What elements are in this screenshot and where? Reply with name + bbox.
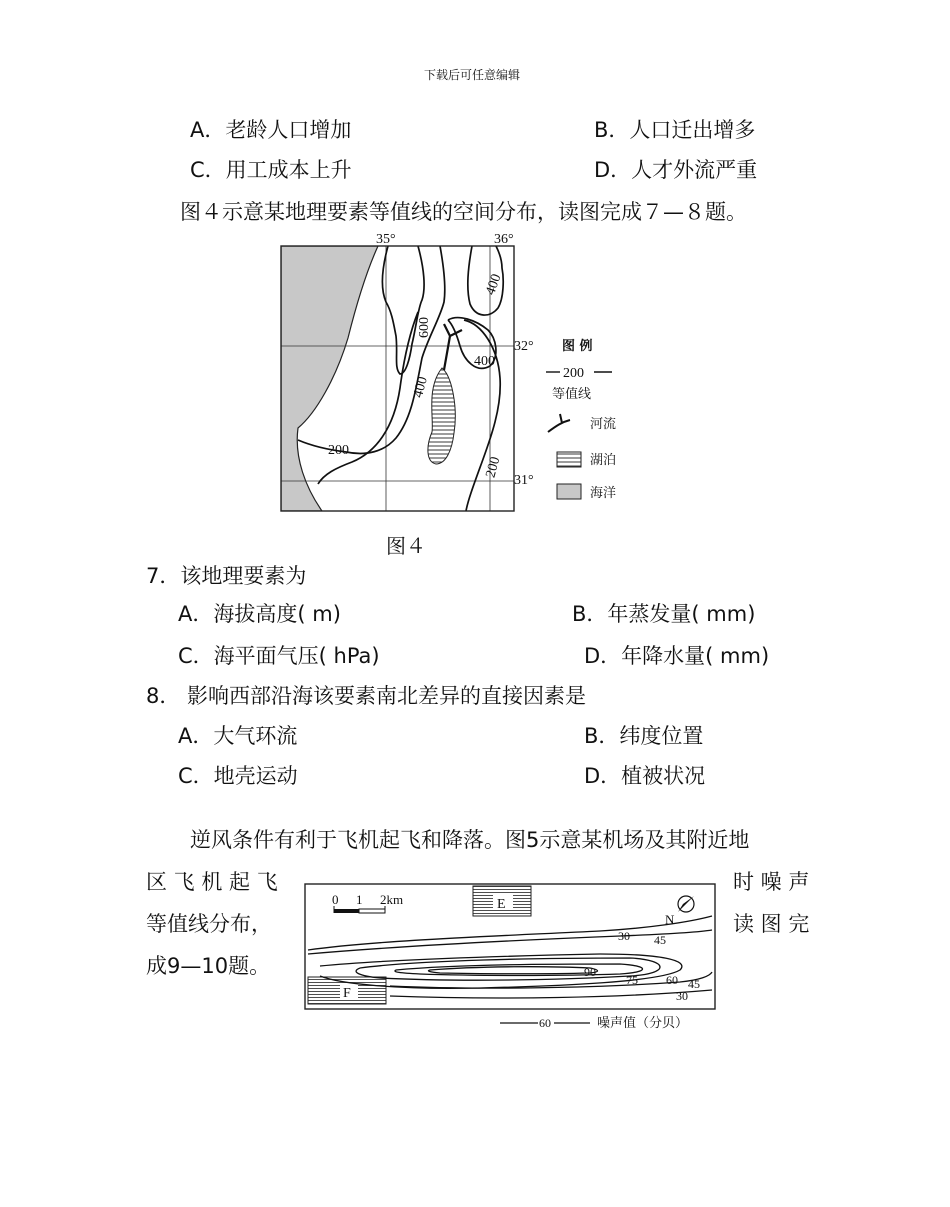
figure-4-caption: 图４: [386, 534, 426, 558]
noise-label-60: 60: [666, 973, 678, 987]
fig5-legend-value: 60: [539, 1016, 551, 1030]
figure-5-noise-map: [300, 876, 720, 1036]
q6-option-b: B．人口迁出增多: [594, 118, 756, 142]
q7-option-c: C．海平面气压( hPa): [178, 644, 380, 668]
fig5-intro-line2-left: 区 飞 机 起 飞: [146, 870, 278, 894]
fig4-intro: 图４示意某地理要素等值线的空间分布，读图完成７—８题。: [180, 200, 747, 224]
q7-option-a: A．海拔高度( m): [178, 602, 341, 626]
figure-4-isoline-map: [276, 228, 676, 518]
q8-option-b: B．纬度位置: [584, 724, 704, 748]
isoline-label-400-west: 400: [410, 375, 431, 400]
fig5-intro-line3-right: 读 图 完: [733, 912, 810, 936]
isoline-label-400-center: 400: [474, 354, 495, 369]
page-header: 下载后可任意编辑: [424, 68, 521, 82]
legend-sample-value: 200: [563, 366, 584, 381]
legend-title: 图 例: [562, 339, 593, 354]
q8-option-d: D．植被状况: [584, 764, 706, 788]
q7-option-d: D．年降水量( mm): [584, 644, 770, 668]
isoline-label-200-west: 200: [328, 443, 349, 458]
noise-label-30-bottom: 30: [676, 989, 688, 1003]
fig5-intro-line4-left: 成9—10题。: [146, 954, 271, 978]
noise-label-90: 90: [584, 965, 596, 979]
legend-lake-icon: [557, 452, 581, 467]
q6-option-d: D．人才外流严重: [594, 158, 758, 182]
lat-label-31: 31°: [514, 473, 534, 488]
fig5-intro-line2-right: 时 噪 声: [733, 870, 810, 894]
q6-option-c: C．用工成本上升: [190, 158, 352, 182]
fig5-intro-line3-left: 等值线分布，: [146, 912, 272, 936]
noise-label-30-top: 30: [618, 929, 630, 943]
q7-option-b: B．年蒸发量( mm): [572, 602, 756, 626]
svg-text:N: N: [665, 912, 675, 927]
legend-sea-icon: [557, 484, 581, 499]
area-f-label: F: [343, 986, 351, 1001]
q8-option-c: C．地壳运动: [178, 764, 298, 788]
isoline-label-400-ne: 400: [483, 272, 505, 298]
lat-label-32: 32°: [514, 339, 534, 354]
isoline-label-600: 600: [417, 317, 432, 338]
legend-sea-label: 海洋: [590, 486, 617, 501]
fig5-intro-line1: 逆风条件有利于飞机起飞和降落。图5示意某机场及其附近地: [190, 828, 750, 852]
q7-stem: 7．该地理要素为: [146, 564, 307, 588]
noise-label-45-top: 45: [654, 933, 666, 947]
noise-label-45-bottom: 45: [688, 977, 700, 991]
scale-label-2km: 2km: [380, 892, 404, 907]
legend-lake-label: 湖泊: [590, 453, 617, 468]
lon-label-35: 35°: [376, 232, 396, 247]
river: [444, 324, 462, 370]
q6-option-a: A．老龄人口增加: [190, 118, 352, 142]
fig5-legend-text: 噪声值（分贝）: [597, 1016, 689, 1031]
legend-isoline-label: 等值线: [552, 387, 592, 402]
scale-label-0: 0: [332, 892, 339, 907]
legend-river-label: 河流: [590, 417, 617, 432]
area-e-label: E: [497, 897, 506, 912]
q8-option-a: A．大气环流: [178, 724, 298, 748]
scale-label-1: 1: [356, 892, 363, 907]
q8-stem: 8． 影响西部沿海该要素南北差异的直接因素是: [146, 684, 587, 708]
isoline-label-200-south: 200: [483, 455, 504, 480]
noise-label-75: 75: [626, 973, 638, 987]
legend-river-icon: [548, 414, 570, 432]
lon-label-36: 36°: [494, 232, 514, 247]
lake: [428, 368, 455, 464]
sea-area: [281, 246, 378, 511]
